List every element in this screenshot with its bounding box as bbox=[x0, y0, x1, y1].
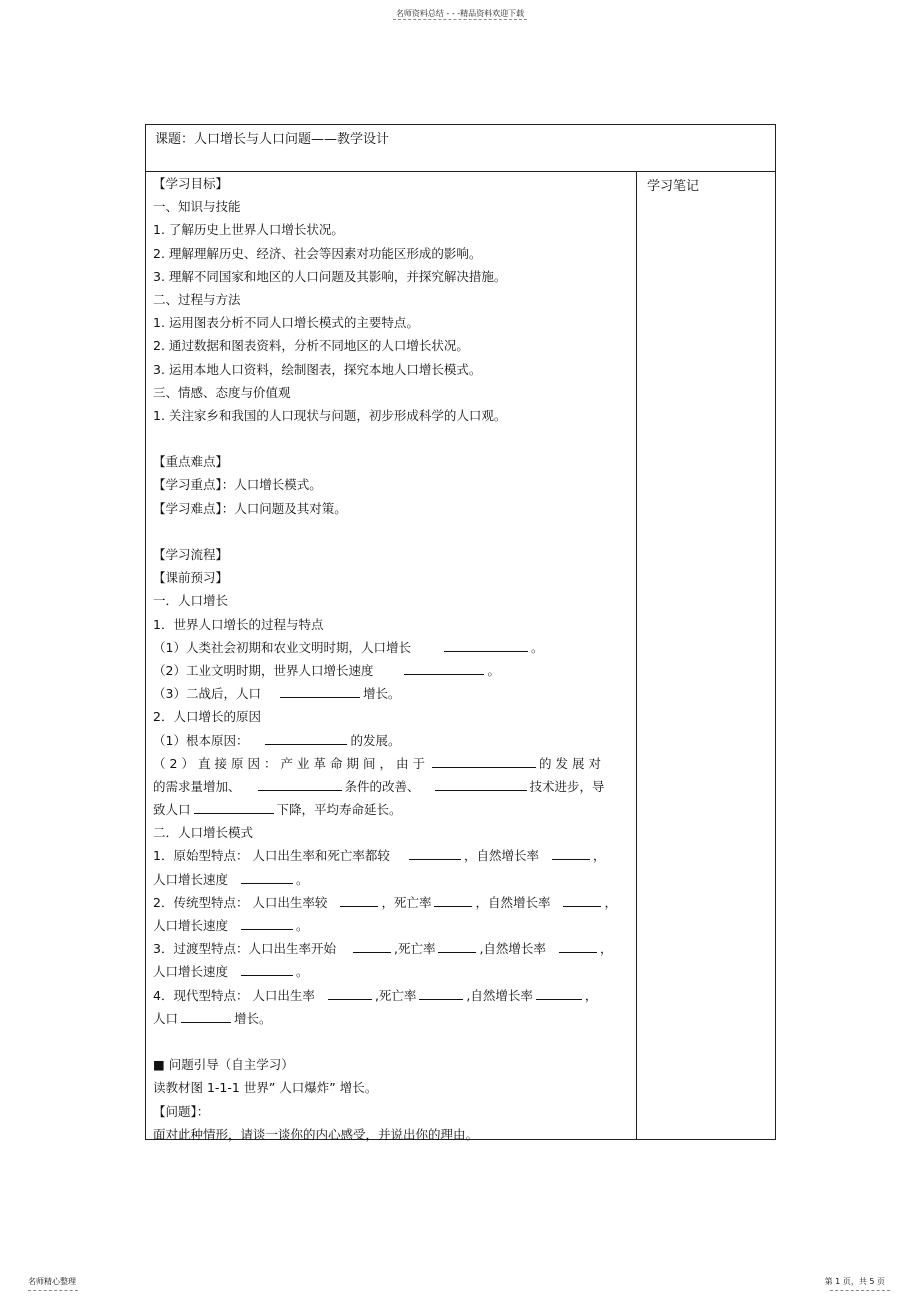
text-line: 2．人口增长的原因 bbox=[153, 709, 261, 725]
fill-line bbox=[153, 798, 631, 821]
text-segment: 2．传统型特点： 人口出生率较 bbox=[153, 894, 328, 910]
text-segment: ， bbox=[584, 987, 598, 1003]
text-line: 1. 运用图表分析不同人口增长模式的主要特点。 bbox=[153, 315, 419, 331]
answer-blank[interactable] bbox=[409, 846, 461, 860]
text-segment: 3．过渡型特点：人口出生率开始 bbox=[153, 941, 336, 957]
fill-line bbox=[153, 984, 631, 1007]
text-segment: ，自然增长率 bbox=[463, 848, 539, 864]
footer-right-dots bbox=[830, 1290, 890, 1291]
text-line: 【学习重点】：人口增长模式。 bbox=[153, 477, 322, 493]
text-segment: （1）人类社会初期和农业文明时期，人口增长 bbox=[153, 639, 411, 655]
fill-line bbox=[153, 868, 631, 891]
text-segment: 增长。 bbox=[362, 686, 401, 702]
text-segment: 条件的改善、 bbox=[344, 778, 420, 794]
section-heading: 一、知识与技能 bbox=[153, 199, 241, 215]
answer-blank[interactable] bbox=[559, 939, 597, 953]
text-segment: ,死亡率 bbox=[393, 941, 436, 957]
text-line: 1. 了解历史上世界人口增长状况。 bbox=[153, 222, 344, 238]
text-line: 3. 运用本地人口资料，绘制图表，探究本地人口增长模式。 bbox=[153, 361, 482, 377]
blank-line bbox=[153, 1030, 631, 1053]
text-segment: ,自然增长率 bbox=[466, 987, 533, 1003]
text-line: 【学习难点】：人口问题及其对策。 bbox=[153, 500, 347, 516]
text-segment: 。 bbox=[296, 871, 309, 887]
answer-blank[interactable] bbox=[435, 777, 527, 791]
notes-column-divider bbox=[636, 171, 637, 1139]
page-header: 名师资料总结 - - -精品资料欢迎下载 bbox=[395, 9, 525, 18]
text-segment: 增长。 bbox=[234, 1010, 272, 1026]
text-segment: 4．现代型特点： 人口出生率 bbox=[153, 987, 315, 1003]
fill-line bbox=[153, 891, 631, 914]
blank-line bbox=[153, 427, 631, 450]
page-number: 第 1 页，共 5 页 bbox=[824, 1277, 885, 1286]
footer-left: 名师精心整理 bbox=[28, 1277, 76, 1286]
fill-line bbox=[153, 960, 631, 983]
text-line: 1．世界人口增长的过程与特点 bbox=[153, 616, 324, 632]
answer-blank[interactable] bbox=[434, 893, 472, 907]
text-segment: ,自然增长率 bbox=[479, 941, 546, 957]
notes-label: 学习笔记 bbox=[647, 179, 700, 194]
answer-blank[interactable] bbox=[194, 800, 274, 814]
text-segment: 人口 bbox=[153, 1010, 179, 1026]
answer-blank[interactable] bbox=[353, 939, 391, 953]
text-segment: 的发展对 bbox=[538, 755, 605, 771]
section-heading: 三、情感、态度与价值观 bbox=[153, 384, 291, 400]
answer-blank[interactable] bbox=[265, 731, 347, 745]
fill-line bbox=[153, 729, 631, 752]
text-line: 面对此种情形，请谈一谈你的内心感受，并说出你的理由。 bbox=[153, 1126, 479, 1142]
text-segment: ,死亡率 bbox=[374, 987, 417, 1003]
text-segment: 的需求量增加、 bbox=[153, 778, 241, 794]
section-heading: 一．人口增长 bbox=[153, 593, 229, 609]
text-line: 读教材图 1-1-1 世界” 人口爆炸” 增长。 bbox=[153, 1080, 378, 1096]
answer-blank[interactable] bbox=[419, 986, 463, 1000]
text-segment: 。 bbox=[296, 918, 309, 933]
answer-blank[interactable] bbox=[328, 986, 372, 1000]
text-segment: （1）根本原因： bbox=[153, 732, 249, 748]
text-segment: 人口增长速度 bbox=[153, 871, 229, 887]
preview-heading: 【课前预习】 bbox=[153, 570, 229, 586]
text-segment: 1．原始型特点： 人口出生率和死亡率都较 bbox=[153, 848, 390, 864]
lesson-table bbox=[145, 124, 776, 1140]
section-heading: 二．人口增长模式 bbox=[153, 825, 254, 841]
fill-line bbox=[153, 775, 631, 798]
text-segment: （2）直接原因：产业革命期间，由于 bbox=[153, 755, 429, 771]
text-segment: 的发展。 bbox=[350, 732, 401, 748]
title-row bbox=[146, 125, 775, 172]
section-heading: 二、过程与方法 bbox=[153, 291, 241, 307]
answer-blank[interactable] bbox=[340, 893, 378, 907]
fill-line bbox=[153, 1007, 631, 1030]
answer-blank[interactable] bbox=[552, 846, 590, 860]
fill-line bbox=[153, 636, 631, 659]
guide-heading: ■ 问题引导（自主学习） bbox=[153, 1057, 294, 1073]
answer-blank[interactable] bbox=[536, 986, 582, 1000]
text-segment: 人口增长速度 bbox=[153, 918, 229, 933]
text-segment: ， bbox=[592, 848, 606, 864]
answer-blank[interactable] bbox=[563, 893, 601, 907]
footer-left-dots bbox=[28, 1290, 78, 1291]
fill-line bbox=[153, 914, 631, 937]
header-divider bbox=[393, 19, 527, 20]
lesson-title: 课题：人口增长与人口问题——教学设计 bbox=[155, 132, 390, 147]
fill-line bbox=[153, 844, 631, 867]
text-segment: 。 bbox=[296, 964, 309, 980]
flow-heading: 【学习流程】 bbox=[153, 547, 229, 562]
fill-line bbox=[153, 937, 631, 960]
lesson-content bbox=[153, 172, 631, 1146]
fill-line bbox=[153, 752, 631, 775]
answer-blank[interactable] bbox=[438, 939, 476, 953]
text-line: 3. 理解不同国家和地区的人口问题及其影响，并探究解决措施。 bbox=[153, 268, 507, 284]
answer-blank[interactable] bbox=[258, 777, 342, 791]
text-segment: 致人口 bbox=[153, 802, 191, 818]
answer-blank[interactable] bbox=[444, 638, 528, 652]
text-segment: 人口增长速度 bbox=[153, 964, 229, 980]
text-segment: （3）二战后，人口 bbox=[153, 686, 261, 702]
text-segment: 技术进步，导 bbox=[529, 778, 605, 794]
answer-blank[interactable] bbox=[404, 661, 484, 675]
key-points-heading: 【重点难点】 bbox=[153, 454, 229, 470]
fill-line bbox=[153, 659, 631, 682]
text-segment: ， bbox=[604, 894, 617, 910]
blank-line bbox=[153, 520, 631, 543]
answer-blank[interactable] bbox=[241, 916, 293, 930]
text-line: 2. 理解理解历史、经济、社会等因素对功能区形成的影响。 bbox=[153, 245, 482, 261]
text-line: 2. 通过数据和图表资料，分析不同地区的人口增长状况。 bbox=[153, 338, 469, 354]
answer-blank[interactable] bbox=[181, 1009, 231, 1023]
answer-blank[interactable] bbox=[432, 754, 536, 768]
text-line: 1. 关注家乡和我国的人口现状与问题，初步形成科学的人口观。 bbox=[153, 407, 507, 423]
answer-blank[interactable] bbox=[241, 870, 293, 884]
answer-blank[interactable] bbox=[280, 684, 360, 698]
text-segment: ， bbox=[599, 941, 613, 957]
text-segment: 。 bbox=[487, 662, 500, 678]
text-segment: 下降，平均寿命延长。 bbox=[276, 802, 402, 818]
text-segment: （2）工业文明时期，世界人口增长速度 bbox=[153, 662, 374, 678]
text-segment: ，自然增长率 bbox=[475, 894, 551, 910]
fill-line bbox=[153, 682, 631, 705]
answer-blank[interactable] bbox=[241, 962, 293, 976]
text-segment: 。 bbox=[530, 639, 544, 655]
question-heading: 【问题】： bbox=[153, 1103, 210, 1119]
text-segment: ，死亡率 bbox=[381, 894, 432, 910]
objectives-heading: 【学习目标】 bbox=[153, 176, 229, 191]
